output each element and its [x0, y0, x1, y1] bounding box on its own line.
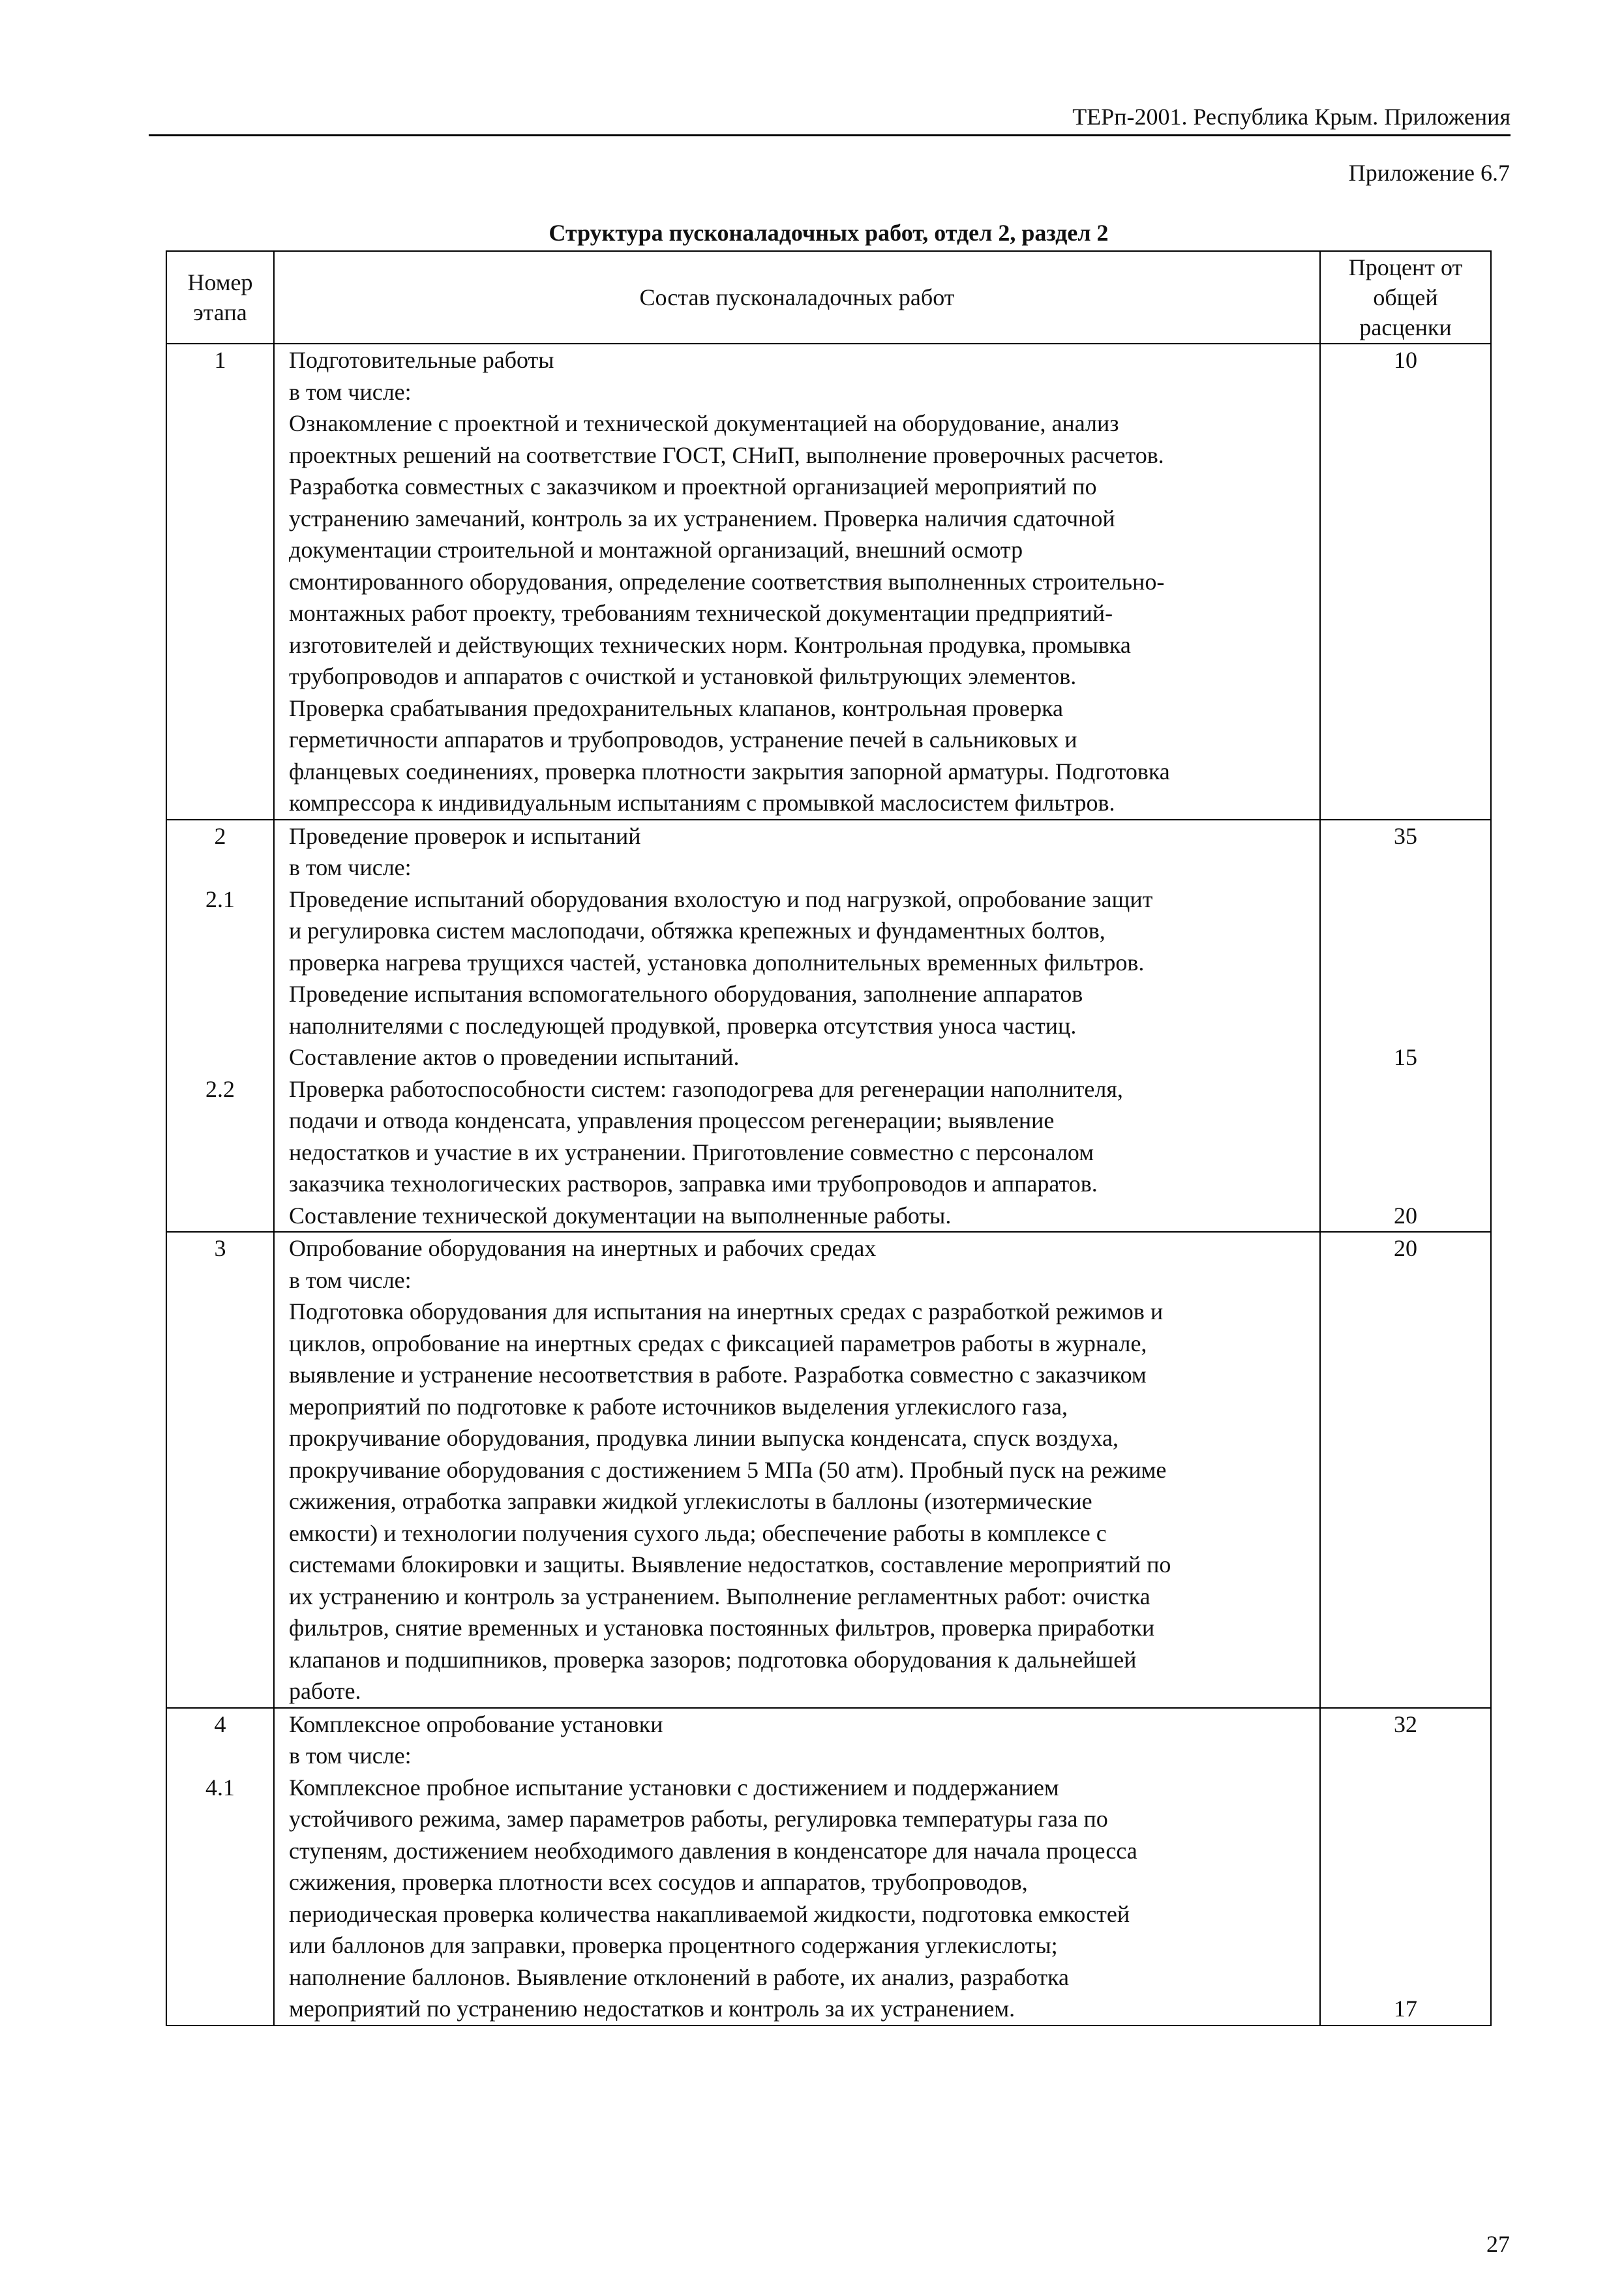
stage-number-cell-line: 2.2	[205, 1075, 235, 1102]
running-header	[149, 98, 1511, 136]
works-description-cell-line: в том числе:	[289, 854, 412, 880]
works-description-cell-line: емкости) и технологии получения сухого льда; обеспечение работы в комплексе с	[289, 1519, 1107, 1546]
works-description-cell-line: системами блокировки и защиты. Выявление недостатков, составление мероприятий по	[289, 1551, 1171, 1578]
works-description-cell-line: Составление технической документации на выполненные работы.	[289, 1202, 952, 1229]
percent-cell-line	[1321, 1010, 1490, 1042]
works-description-cell-line: в том числе:	[289, 1743, 412, 1769]
works-description-cell-line: Комплексное опробование установки	[289, 1711, 663, 1737]
percent-cell-line: 10	[1394, 347, 1417, 373]
percent-header-line: Процент от	[1348, 254, 1463, 280]
percent-cell-line	[1321, 1835, 1490, 1867]
works-description-cell-line: клапанов и подшипников, проверка зазоров; подготовка оборудования к дальнейшей	[289, 1646, 1137, 1673]
works-description-cell	[274, 1232, 1320, 1708]
percent-cell-line: 15	[1394, 1044, 1417, 1070]
works-description-cell-line: монтажных работ проекту, требованиям технической документации предприятий-	[289, 600, 1113, 626]
stage-number-cell-line	[167, 1105, 273, 1137]
works-description-cell-line: документации строительной и монтажной организаций, внешний осмотр	[289, 537, 1023, 563]
percent-cell-line: 17	[1394, 1996, 1417, 2022]
percent-cell-line: 20	[1394, 1235, 1417, 1261]
stage-number-cell-line	[167, 978, 273, 1010]
works-description-cell-line: наполнителями с последующей продувкой, проверка отсутствия уноса частиц.	[289, 1012, 1077, 1039]
stage-header-line: этапа	[193, 299, 247, 325]
page-number: 27	[1486, 2231, 1510, 2257]
works-description-cell-line: или баллонов для заправки, проверка процентного содержания углекислоты;	[289, 1932, 1058, 1958]
table-row	[166, 1232, 1491, 1708]
percent-cell-line	[1321, 1137, 1490, 1169]
works-description-cell-line: их устранению и контроль за устранением. Выполнение регламентных работ: очистка	[289, 1583, 1150, 1609]
works-description-cell-line: Составление актов о проведении испытаний.	[289, 1044, 740, 1070]
works-description-cell-line: сжижения, проверка плотности всех сосудов и аппаратов, трубопроводов,	[289, 1869, 1028, 1895]
works-content-header: Состав пусконаладочных работ	[274, 251, 1320, 344]
works-description-cell-line: Опробование оборудования на инертных и рабочих средах	[289, 1235, 877, 1261]
percent-header-line: расценки	[1359, 314, 1452, 340]
percent-cell-line	[1321, 1105, 1490, 1137]
table-body	[166, 344, 1491, 2026]
stage-number-cell-line: 2	[214, 822, 226, 849]
table-row	[166, 344, 1491, 820]
works-description-cell-line: фильтров, снятие временных и установка постоянных фильтров, проверка приработки	[289, 1615, 1155, 1641]
percent-cell-line	[1321, 1898, 1490, 1930]
stage-number-cell-line: 4.1	[205, 1774, 235, 1801]
percent-cell-line	[1321, 1930, 1490, 1962]
table-row	[166, 820, 1491, 1233]
works-description-cell-line: ступеням, достижением необходимого давления в конденсаторе для начала процесса	[289, 1837, 1137, 1864]
stage-number-cell-line	[167, 1010, 273, 1042]
works-description-cell-line: Проведение испытаний оборудования вхолостую и под нагрузкой, опробование защит	[289, 886, 1153, 912]
works-description-cell-line: смонтированного оборудования, определение соответствия выполненных строительно-	[289, 568, 1165, 595]
percent-cell-line: 35	[1394, 822, 1417, 849]
stage-number-cell-line	[167, 947, 273, 979]
percent-cell-line	[1321, 852, 1490, 884]
works-description-cell-line: изготовителей и действующих технических норм. Контрольная продувка, промывка	[289, 631, 1131, 658]
stage-number-cell	[166, 344, 274, 820]
percent-cell-line	[1321, 1168, 1490, 1200]
percent-header	[1320, 251, 1491, 344]
table-header-row	[166, 251, 1491, 344]
percent-cell-line: 20	[1394, 1202, 1417, 1229]
works-description-cell-line: мероприятий по подготовке к работе источников выделения углекислого газа,	[289, 1393, 1068, 1420]
works-description-cell-line: герметичности аппаратов и трубопроводов, устранение печей в сальниковых и	[289, 726, 1077, 753]
works-description-cell-line: сжижения, отработка заправки жидкой углекислоты в баллоны (изотермические	[289, 1488, 1092, 1514]
works-description-cell-line: Проверка работоспособности систем: газоподогрева для регенерации наполнителя,	[289, 1075, 1123, 1102]
percent-cell-line: 32	[1394, 1711, 1417, 1737]
percent-cell-line	[1321, 1803, 1490, 1835]
stage-header-line: Номер	[187, 269, 253, 295]
works-description-cell-line: трубопроводов и аппаратов с очисткой и установкой фильтрующих элементов.	[289, 663, 1077, 689]
stage-number-cell-line	[167, 1041, 273, 1073]
stage-number-cell-line	[167, 1168, 273, 1200]
works-description-cell-line: прокручивание оборудования, продувка линии выпуска конденсата, спуск воздуха,	[289, 1425, 1119, 1451]
works-description-cell-line: Подготовительные работы	[289, 347, 554, 373]
works-description-cell-line: наполнение баллонов. Выявление отклонений в работе, их анализ, разработка	[289, 1964, 1070, 1990]
works-description-cell-line: Ознакомление с проектной и технической документацией на оборудование, анализ	[289, 410, 1119, 436]
appendix-label: Приложение 6.7	[1348, 160, 1510, 186]
works-description-cell-line: Комплексное пробное испытание установки с достижением и поддержанием	[289, 1774, 1059, 1801]
works-description-cell-line: периодическая проверка количества накапливаемой жидкости, подготовка емкостей	[289, 1900, 1130, 1927]
stage-number-cell	[166, 1232, 274, 1708]
stage-number-cell	[166, 820, 274, 1233]
stage-number-cell-line	[167, 852, 273, 884]
table-title: Структура пусконаладочных работ, отдел 2, раздел 2	[549, 220, 1109, 246]
works-description-cell-line: мероприятий по устранению недостатков и контроль за их устранением.	[289, 1996, 1015, 2022]
works-description-cell-line: выявление и устранение несоответствия в работе. Разработка совместно с заказчиком	[289, 1362, 1147, 1388]
works-description-cell	[274, 820, 1320, 1233]
works-description-cell-line: прокручивание оборудования с достижением 5 МПа (50 атм). Пробный пуск на режиме	[289, 1456, 1167, 1483]
works-description-cell-line: Проверка срабатывания предохранительных клапанов, контрольная проверка	[289, 695, 1063, 721]
running-header-text: ТЕРп-2001. Республика Крым. Приложения	[1072, 104, 1511, 130]
works-description-cell-line: фланцевых соединениях, проверка плотности закрытия запорной арматуры. Подготовка	[289, 758, 1170, 785]
percent-cell-line	[1321, 1740, 1490, 1772]
works-description-cell-line: устойчивого режима, замер параметров работы, регулировка температуры газа по	[289, 1806, 1108, 1832]
stage-number-header	[166, 251, 274, 344]
works-description-cell-line: заказчика технологических растворов, заправка ими трубопроводов и аппаратов.	[289, 1171, 1098, 1197]
percent-cell-line	[1321, 978, 1490, 1010]
stage-number-cell-line: 3	[214, 1235, 226, 1261]
works-description-cell-line: Проведение проверок и испытаний	[289, 822, 641, 849]
percent-cell-line	[1321, 915, 1490, 947]
stage-number-cell-line	[167, 1137, 273, 1169]
works-description-cell-line: устранению замечаний, контроль за их устранением. Проверка наличия сдаточной	[289, 505, 1115, 531]
table-row	[166, 1708, 1491, 2026]
works-description-cell	[274, 1708, 1320, 2026]
works-description-cell-line: в том числе:	[289, 1266, 412, 1293]
works-description-cell-line: компрессора к индивидуальным испытаниям с промывкой маслосистем фильтров.	[289, 790, 1115, 816]
stage-number-cell-line	[167, 1200, 273, 1232]
percent-cell-line	[1321, 1962, 1490, 1994]
works-description-cell-line: Подготовка оборудования для испытания на инертных средах с разработкой режимов и	[289, 1298, 1164, 1324]
percent-cell	[1320, 1232, 1491, 1708]
percent-cell-line	[1321, 1866, 1490, 1898]
stage-number-cell-line: 1	[214, 347, 226, 373]
stage-number-cell-line: 2.1	[205, 886, 235, 912]
works-description-cell-line: проектных решений на соответствие ГОСТ, СНиП, выполнение проверочных расчетов.	[289, 441, 1164, 468]
works-description-cell-line: подачи и отвода конденсата, управления процессом регенерации; выявление	[289, 1107, 1055, 1133]
percent-header-line: общей	[1373, 284, 1438, 310]
percent-cell	[1320, 1708, 1491, 2026]
works-description-cell-line: Проведение испытания вспомогательного оборудования, заполнение аппаратов	[289, 981, 1083, 1007]
works-description-cell-line: работе.	[289, 1678, 361, 1704]
stage-number-cell-line	[167, 915, 273, 947]
works-structure-table	[166, 250, 1492, 2026]
works-description-cell-line: и регулировка систем маслоподачи, обтяжка крепежных и фундаментных болтов,	[289, 918, 1105, 944]
percent-cell	[1320, 344, 1491, 820]
percent-cell-line	[1321, 884, 1490, 916]
percent-cell-line	[1321, 1772, 1490, 1804]
percent-cell-line	[1321, 947, 1490, 979]
works-description-cell-line: Разработка совместных с заказчиком и проектной организацией мероприятий по	[289, 473, 1097, 500]
works-description-cell-line: циклов, опробование на инертных средах с фиксацией параметров работы в журнале,	[289, 1330, 1147, 1356]
works-description-cell-line: проверка нагрева трущихся частей, установка дополнительных временных фильтров.	[289, 949, 1145, 976]
works-description-cell-line: в том числе:	[289, 378, 412, 405]
works-description-cell-line: недостатков и участие в их устранении. Приготовление совместно с персоналом	[289, 1139, 1094, 1165]
percent-cell-line	[1321, 1073, 1490, 1105]
percent-cell	[1320, 820, 1491, 1233]
stage-number-cell	[166, 1708, 274, 2026]
stage-number-cell-line: 4	[214, 1711, 226, 1737]
stage-number-cell-line	[167, 1740, 273, 1772]
works-description-cell	[274, 344, 1320, 820]
